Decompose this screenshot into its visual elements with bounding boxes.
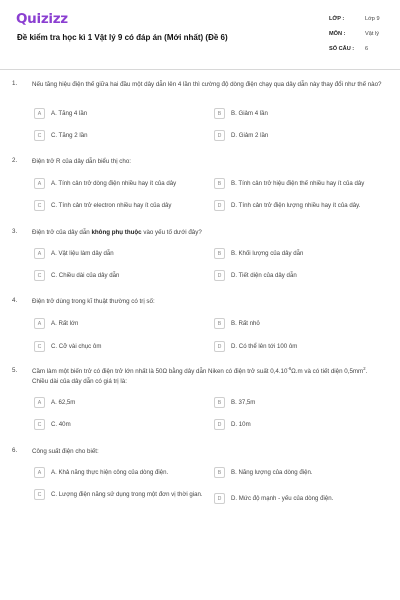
option-letter-box: B: [214, 397, 225, 408]
meta-value: Vật lý: [365, 30, 379, 37]
option-a[interactable]: [34, 318, 204, 329]
meta-label: SỐ CÂU :: [329, 45, 355, 52]
option-text: C. Cỡ vài chục ôm: [51, 342, 102, 350]
option-b[interactable]: [214, 108, 394, 119]
option-text: D. Tính cản trở điện lượng nhiều hay ít của dây.: [231, 201, 361, 209]
option-letter-box: D: [214, 341, 225, 352]
question-text: Điện trở dùng trong kĩ thuật thường có trị số:: [32, 298, 155, 305]
option-b[interactable]: [214, 178, 394, 189]
option-d[interactable]: [214, 341, 394, 352]
page-title: Đề kiểm tra học kì 1 Vật lý 9 có đáp án (Mới nhất) (Đề 6): [17, 33, 228, 42]
option-letter-box: D: [214, 130, 225, 141]
option-letter-box: A: [34, 108, 45, 119]
question-text: [32, 228, 384, 238]
option-letter-box: B: [214, 318, 225, 329]
option-text: C. 40m: [51, 420, 71, 428]
option-letter-box: B: [214, 248, 225, 259]
option-letter-box: A: [34, 318, 45, 329]
option-letter-box: D: [214, 493, 225, 504]
question-number: 6.: [12, 447, 18, 454]
option-a[interactable]: [34, 178, 204, 189]
option-text: B. 37,5m: [231, 398, 256, 406]
option-c[interactable]: [34, 341, 204, 352]
option-text: A. Tính cản trở dòng điện nhiều hay ít của dây: [51, 179, 177, 187]
option-text: A. Rất lớn: [51, 319, 79, 327]
option-letter-box: C: [34, 270, 45, 281]
question-number: 4.: [12, 297, 18, 304]
option-text: C. Lượng điện năng sử dụng trong một đơn vị thời gian.: [51, 490, 203, 498]
question-exponent: 2: [363, 365, 366, 371]
option-c[interactable]: [34, 200, 204, 211]
option-d[interactable]: [214, 200, 394, 211]
meta-row-count: [329, 41, 387, 56]
question-text-part: Điện trở của dây dẫn: [32, 229, 92, 236]
option-letter-box: A: [34, 397, 45, 408]
question-exponent: -6: [287, 365, 292, 371]
question-number: 3.: [12, 228, 18, 235]
option-text: B. Năng lượng của dòng điện.: [231, 468, 313, 476]
meta-value: 6: [365, 45, 369, 52]
option-c[interactable]: [34, 270, 204, 281]
question-text: Điện trở R của dây dẫn biểu thị cho:: [32, 158, 131, 165]
option-letter-box: A: [34, 248, 45, 259]
option-text: A. Khả năng thực hiện công của dòng điện.: [51, 468, 169, 476]
option-text: C. Chiều dài của dây dẫn: [51, 271, 120, 279]
option-letter-box: B: [214, 178, 225, 189]
option-letter-box: B: [214, 467, 225, 478]
option-letter-box: C: [34, 341, 45, 352]
option-text: C. Tính cản trở electron nhiều hay ít của dây: [51, 201, 172, 209]
option-a[interactable]: [34, 397, 204, 408]
option-letter-box: A: [34, 467, 45, 478]
option-text: D. Tiết diện của dây dẫn: [231, 271, 297, 279]
question-text: Công suất điện cho biết:: [32, 448, 99, 455]
meta-label: MÔN :: [329, 30, 346, 37]
question-number: 1.: [12, 80, 18, 87]
option-c[interactable]: [34, 130, 204, 141]
header-divider: [0, 69, 400, 70]
option-letter-box: C: [34, 130, 45, 141]
option-text: B. Khối lượng của dây dẫn: [231, 249, 304, 257]
option-text: A. Tăng 4 lần: [51, 109, 88, 117]
option-c[interactable]: [34, 489, 204, 500]
question-number: 5.: [12, 367, 18, 374]
option-letter-box: D: [214, 270, 225, 281]
option-b[interactable]: [214, 467, 394, 478]
question-text-emphasis: không phụ thuộc: [91, 229, 142, 236]
header: [0, 0, 400, 68]
option-d[interactable]: [214, 130, 394, 141]
option-text: A. Vật liệu làm dây dẫn: [51, 249, 114, 257]
option-letter-box: A: [34, 178, 45, 189]
option-text: C. Tăng 2 lần: [51, 131, 88, 139]
question-text-part: . Chiều dài của dây dẫn có giá trị là:: [32, 368, 368, 385]
option-letter-box: C: [34, 489, 45, 500]
option-d[interactable]: [214, 419, 394, 430]
option-letter-box: C: [34, 419, 45, 430]
option-c[interactable]: [34, 419, 204, 430]
option-b[interactable]: [214, 248, 394, 259]
meta-table: [329, 11, 387, 56]
option-letter-box: B: [214, 108, 225, 119]
option-text: A. 62,5m: [51, 398, 76, 406]
option-text: D. Giảm 2 lần: [231, 131, 269, 139]
option-b[interactable]: [214, 318, 394, 329]
option-a[interactable]: [34, 108, 204, 119]
quizizz-logo: Quizizz: [16, 11, 68, 27]
option-d[interactable]: [214, 270, 394, 281]
meta-row-class: [329, 11, 387, 26]
meta-label: LỚP :: [329, 15, 345, 22]
question-text-part: Ω.m và có tiết diện 0,5mm: [291, 368, 364, 375]
option-text: B. Rất nhỏ: [231, 319, 260, 327]
option-a[interactable]: [34, 248, 204, 259]
option-text: B. Giảm 4 lần: [231, 109, 268, 117]
option-letter-box: C: [34, 200, 45, 211]
option-letter-box: D: [214, 419, 225, 430]
option-text: D. Mức độ mạnh - yếu của dòng điện.: [231, 494, 334, 502]
option-text: B. Tính cản trở hiệu điện thế nhiều hay ít của dây: [231, 179, 365, 187]
meta-value: Lớp 9: [365, 15, 380, 22]
question-text-part: Cầm làm một biến trở có điện trở lớn nhất là 50Ω bằng dây dẫn Niken có điện trở suất 0,4.10: [32, 368, 288, 375]
option-text: D. 10m: [231, 420, 251, 428]
option-d[interactable]: [214, 493, 394, 504]
question-text-part: vào yếu tố dưới đây?: [141, 229, 202, 236]
option-b[interactable]: [214, 397, 394, 408]
meta-row-subject: [329, 26, 387, 41]
question-text: [32, 367, 384, 386]
option-a[interactable]: [34, 467, 204, 478]
question-text: Nếu tăng hiệu điện thế giữa hai đầu một dây dẫn lên 4 lần thì cường độ dòng điện chạy qua dây dẫn này thay đổi như thế nào?: [32, 81, 382, 88]
question-number: 2.: [12, 157, 18, 164]
option-text: D. Có thể lên tới 100 ôm: [231, 342, 298, 350]
option-letter-box: D: [214, 200, 225, 211]
